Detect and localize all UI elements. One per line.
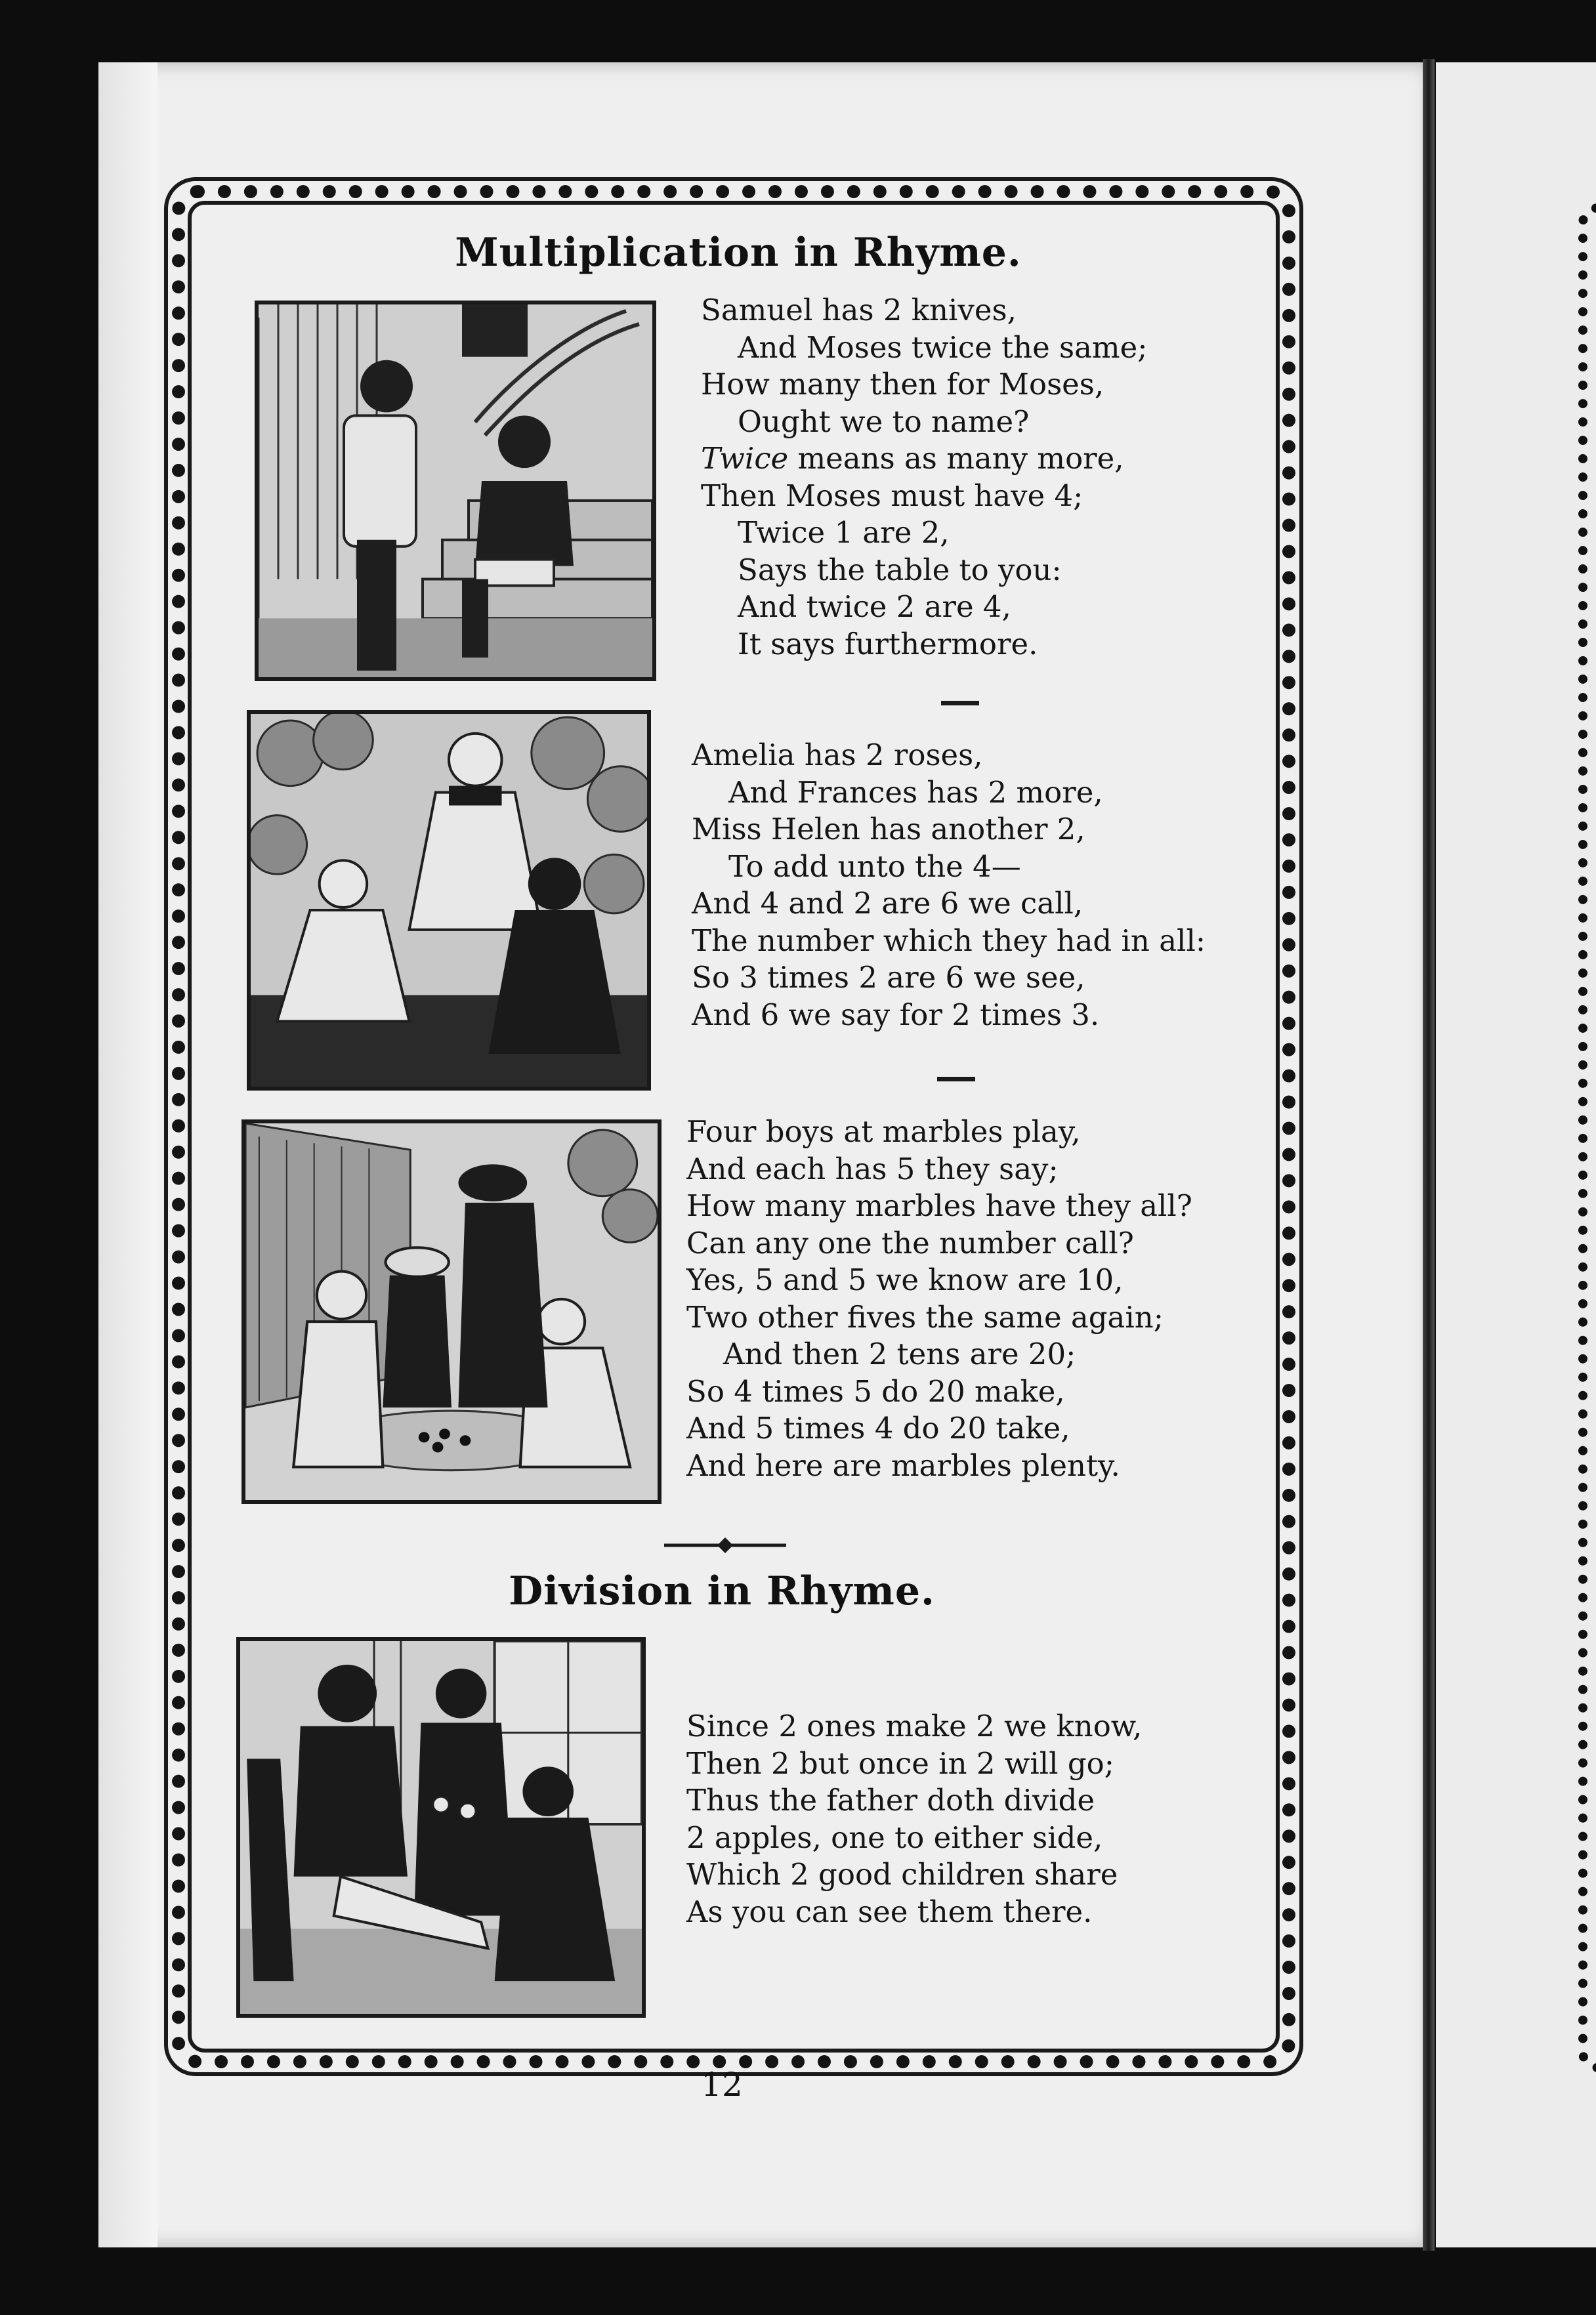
verse-line: Miss Helen has another 2, — [692, 812, 1085, 846]
verse-line: And 4 and 2 are 6 we call, — [692, 886, 1083, 921]
book-gutter — [1423, 59, 1435, 2251]
section-title-multiplication: Multiplication in Rhyme. — [455, 230, 1022, 276]
illustration-boys-on-steps — [255, 301, 656, 681]
verse-line: Ought we to name? — [738, 404, 1030, 439]
facing-page-border — [1578, 203, 1596, 2072]
verse-line: And Moses twice the same; — [738, 329, 1148, 365]
section-divider-ornament — [664, 1535, 786, 1555]
verse-line: Thus the father doth divide — [686, 1783, 1095, 1818]
illustration-girls-with-roses — [247, 710, 651, 1091]
facing-page — [1436, 62, 1596, 2247]
verse-father-divides — [686, 1708, 1142, 1930]
verse-samuel-knives — [701, 292, 1147, 663]
verse-line: Then 2 but once in 2 will go; — [686, 1745, 1114, 1781]
verse-line: To add unto the 4— — [728, 848, 1021, 884]
verse-line: Amelia has 2 roses, — [692, 738, 983, 772]
illustration-father-dividing-apples — [236, 1637, 646, 2018]
verse-line: Which 2 good children share — [686, 1857, 1118, 1892]
verse-line: And 5 times 4 do 20 take, — [686, 1411, 1070, 1446]
verse-line: How many then for Moses, — [701, 367, 1104, 402]
verse-line: How many marbles have they all? — [686, 1188, 1192, 1223]
verse-line: And twice 2 are 4, — [738, 589, 1011, 624]
verse-line: Twice 1 are 2, — [738, 515, 950, 550]
verse-amelia-roses — [692, 737, 1206, 1033]
verse-line: So 3 times 2 are 6 we see, — [692, 960, 1085, 995]
verse-line: Yes, 5 and 5 we know are 10, — [686, 1262, 1124, 1297]
verse-separator — [937, 1077, 975, 1081]
verse-line: Two other fives the same again; — [686, 1299, 1164, 1335]
verse-line — [701, 440, 1147, 478]
verse-line: And Frances has 2 more, — [728, 774, 1103, 810]
verse-line: The number which they had in all: — [692, 923, 1206, 958]
verse-line: So 4 times 5 do 20 make, — [686, 1373, 1065, 1409]
verse-line: As you can see them there. — [686, 1894, 1093, 1929]
verse-line: Since 2 ones make 2 we know, — [686, 1709, 1143, 1743]
verse-line-rest: means as many more, — [788, 441, 1124, 476]
italic-word: Twice — [701, 441, 789, 476]
section-title-division: Division in Rhyme. — [509, 1568, 935, 1614]
verse-line: Samuel has 2 knives, — [701, 293, 1017, 327]
illustration-boys-playing-marbles — [242, 1119, 662, 1504]
verse-separator — [941, 701, 979, 705]
verse-line: 2 apples, one to either side, — [686, 1820, 1103, 1855]
verse-line: Says the table to you: — [738, 552, 1062, 587]
page-edge — [98, 62, 158, 2247]
verse-line: And each has 5 they say; — [686, 1151, 1059, 1186]
page-number: 12 — [701, 2066, 743, 2104]
verse-line: It says furthermore. — [738, 626, 1038, 661]
verse-four-boys-marbles — [686, 1114, 1192, 1484]
verse-line: Then Moses must have 4; — [701, 478, 1083, 513]
verse-line: And here are marbles plenty. — [686, 1448, 1120, 1483]
verse-line: Can any one the number call? — [686, 1225, 1134, 1261]
verse-line: And then 2 tens are 20; — [723, 1337, 1076, 1371]
verse-line: Four boys at marbles play, — [686, 1114, 1081, 1149]
verse-line: And 6 we say for 2 times 3. — [692, 997, 1100, 1032]
